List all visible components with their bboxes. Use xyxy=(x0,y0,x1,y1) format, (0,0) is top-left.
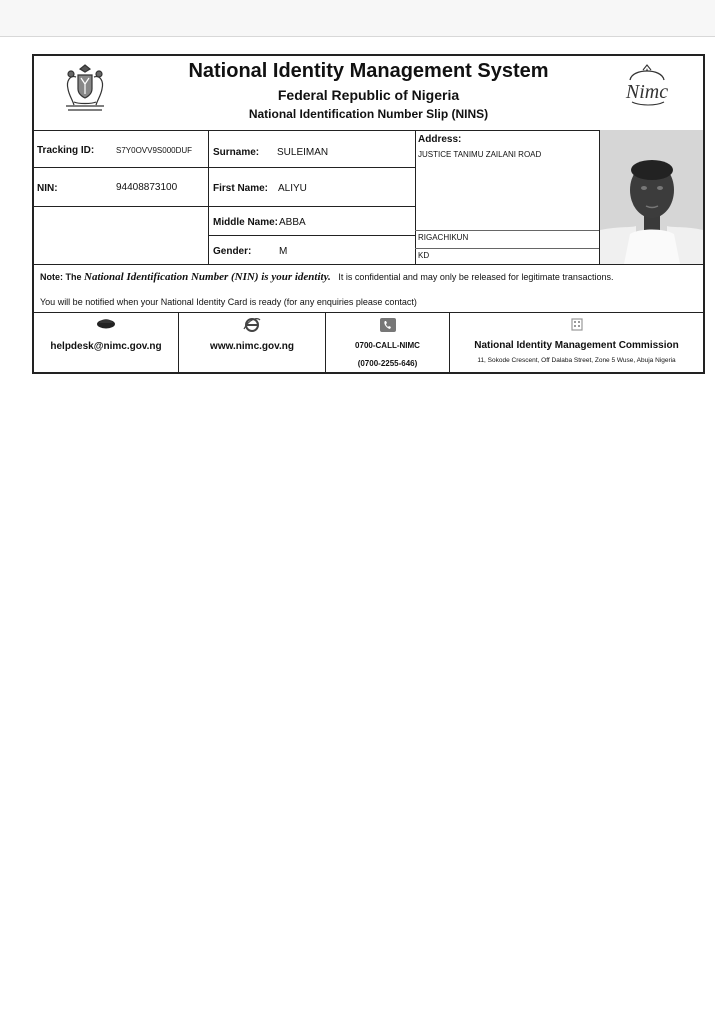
note-line xyxy=(40,271,613,283)
passport-photo xyxy=(600,130,703,264)
commission-name: National Identity Management Commission xyxy=(474,340,679,351)
phone-word: 0700-CALL-NIMC xyxy=(355,341,420,350)
helpdesk-email: helpdesk@nimc.gov.ng xyxy=(50,341,162,352)
surname-value: SULEIMAN xyxy=(277,147,329,158)
commission-address: 11, Sokode Crescent, Off Dalaba Street, Zone 5 Wuse, Abuja Nigeria xyxy=(477,357,676,364)
surname-label: Surname: xyxy=(213,147,260,158)
website: www.nimc.gov.ng xyxy=(210,341,294,352)
note-confidential: It is confidential and may only be released for legitimate transactions. xyxy=(338,272,614,282)
web-browser-icon xyxy=(243,317,261,333)
nin-value: 94408873100 xyxy=(116,182,178,193)
grid-divider xyxy=(34,167,208,168)
note-prefix: Note: The xyxy=(40,272,84,282)
tracking-id-label: Tracking ID: xyxy=(37,145,95,156)
page-title: National Identity Management System xyxy=(188,60,549,82)
address-divider xyxy=(415,248,599,249)
contact-footer xyxy=(34,312,703,373)
grid-divider xyxy=(208,131,209,265)
nimc-logo xyxy=(616,62,678,108)
nin-label: NIN: xyxy=(37,183,58,194)
first-name-label: First Name: xyxy=(213,183,269,194)
email-contact xyxy=(34,313,178,373)
address-line-2: RIGACHIKUN xyxy=(418,233,469,242)
slip-header xyxy=(34,56,703,130)
middle-name-value: ABBA xyxy=(279,217,306,228)
address-divider xyxy=(415,230,599,231)
email-icon xyxy=(96,317,116,329)
country-subtitle: Federal Republic of Nigeria xyxy=(277,87,460,103)
phone-contact xyxy=(326,313,449,373)
grid-divider xyxy=(208,206,415,207)
address-label: Address: xyxy=(418,134,462,145)
scan-top-strip xyxy=(0,0,715,37)
tracking-id-value: S7Y0OVV9S000DUF xyxy=(116,146,193,155)
nin-statement: National Identification Number (NIN) is your identity. xyxy=(84,271,331,283)
note-section xyxy=(34,264,703,313)
phone-icon xyxy=(379,317,397,333)
gender-value: M xyxy=(279,246,288,257)
building-icon xyxy=(569,317,585,331)
grid-divider xyxy=(208,167,415,168)
address-line-1: JUSTICE TANIMU ZAILANI ROAD xyxy=(418,150,542,159)
slip-title: National Identification Number Slip (NINS) xyxy=(248,107,489,121)
grid-divider xyxy=(34,206,208,207)
grid-divider xyxy=(415,131,416,265)
gender-label: Gender: xyxy=(213,246,252,257)
web-contact xyxy=(179,313,325,373)
svg-text:Nimc: Nimc xyxy=(625,81,669,103)
nin-slip xyxy=(32,54,705,374)
phone-number: (0700-2255-646) xyxy=(357,359,418,368)
first-name-value: ALIYU xyxy=(278,183,307,194)
address-line-3: KD xyxy=(418,251,430,260)
commission-contact xyxy=(450,313,703,373)
notify-line: You will be notified when your National Identity Card is ready (for any enquiries please contact) xyxy=(40,297,417,307)
grid-divider xyxy=(208,235,415,236)
middle-name-label: Middle Name: xyxy=(213,217,279,228)
